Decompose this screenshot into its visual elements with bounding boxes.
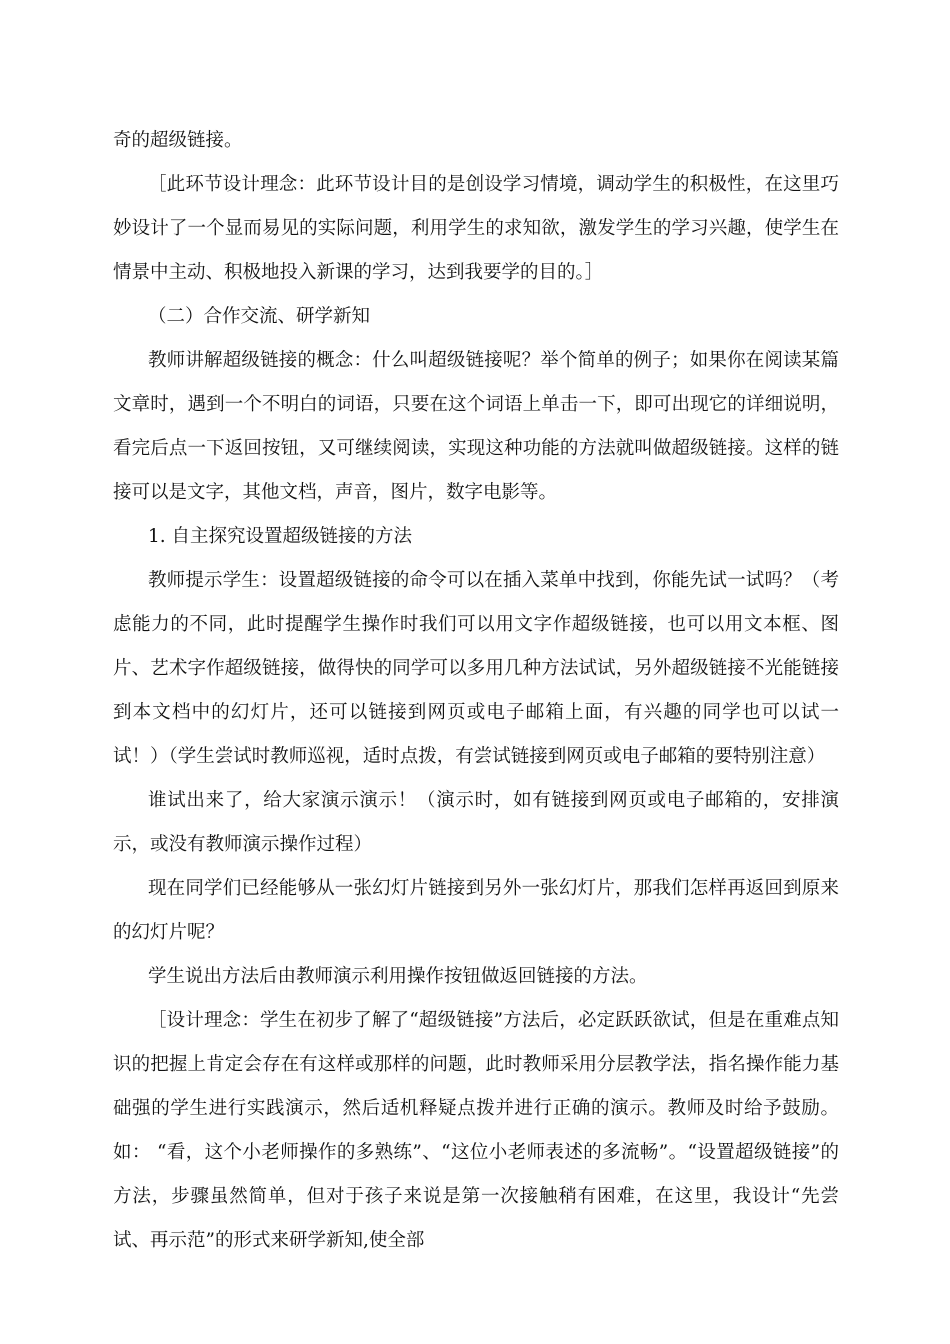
paragraph-hyperlink-concept: 教师讲解超级链接的概念：什么叫超级链接呢？举个简单的例子；如果你在阅读某篇文章时，遇到一个不明白的词语，只要在这个词语上单击一下，即可出现它的详细说明，看完后点一下返回按钮，又可继续阅读，实现这种功能的方法就叫做超级链接。这样的链接可以是文字，其他文档，声音，图片，数字电影等。	[113, 350, 839, 503]
paragraph-return-method: 学生说出方法后由教师演示利用操作按钮做返回链接的方法。	[148, 966, 648, 987]
subheading-self-exploration: 1. 自主探究设置超级链接的方法	[148, 526, 413, 547]
section-heading-cooperation: （二）合作交流、研学新知	[148, 306, 371, 327]
paragraph-design-concept-1: ［此环节设计理念：此环节设计目的是创设学习情境，调动学生的积极性，在这里巧妙设计了一个显而易见的实际问题，利用学生的求知欲，激发学生的学习兴趣，使学生在情景中主动、积极地投入新课的学习，达到我要学的目的。］	[113, 174, 839, 283]
paragraph-demonstration: 谁试出来了，给大家演示演示！（演示时，如有链接到网页或电子邮箱的，安排演示，或没有教师演示操作过程）	[113, 790, 839, 855]
paragraph-return-question: 现在同学们已经能够从一张幻灯片链接到另外一张幻灯片，那我们怎样再返回到原来的幻灯片呢？	[113, 878, 839, 943]
paragraph-continuation: 奇的超级链接。	[113, 130, 243, 151]
paragraph-design-concept-2: ［设计理念：学生在初步了解了“超级链接”方法后，必定跃跃欲试，但是在重难点知识的把握上肯定会存在有这样或那样的问题，此时教师采用分层教学法，指名操作能力基础强的学生进行实践演示，然后适机释疑点拨并进行正确的演示。教师及时给予鼓励。如： “看，这个小老师操作的多熟练”、“这位小老师表述的多流畅”。“设置超级链接”的方法，步骤虽然简单，但对于孩子来说是第一次接触稍有困难，在这里，我设计“先尝试、再示范”的形式来研学新知,使全部	[113, 1010, 839, 1251]
paragraph-teacher-hint: 教师提示学生：设置超级链接的命令可以在插入菜单中找到，你能先试一试吗？（考虑能力的不同，此时提醒学生操作时我们可以用文字作超级链接，也可以用文本框、图片、艺术字作超级链接，做得快的同学可以多用几种方法试试，另外超级链接不光能链接到本文档中的幻灯片，还可以链接到网页或电子邮箱上面，有兴趣的同学也可以试一试！）（学生尝试时教师巡视，适时点拨，有尝试链接到网页或电子邮箱的要特别注意）	[113, 570, 839, 767]
